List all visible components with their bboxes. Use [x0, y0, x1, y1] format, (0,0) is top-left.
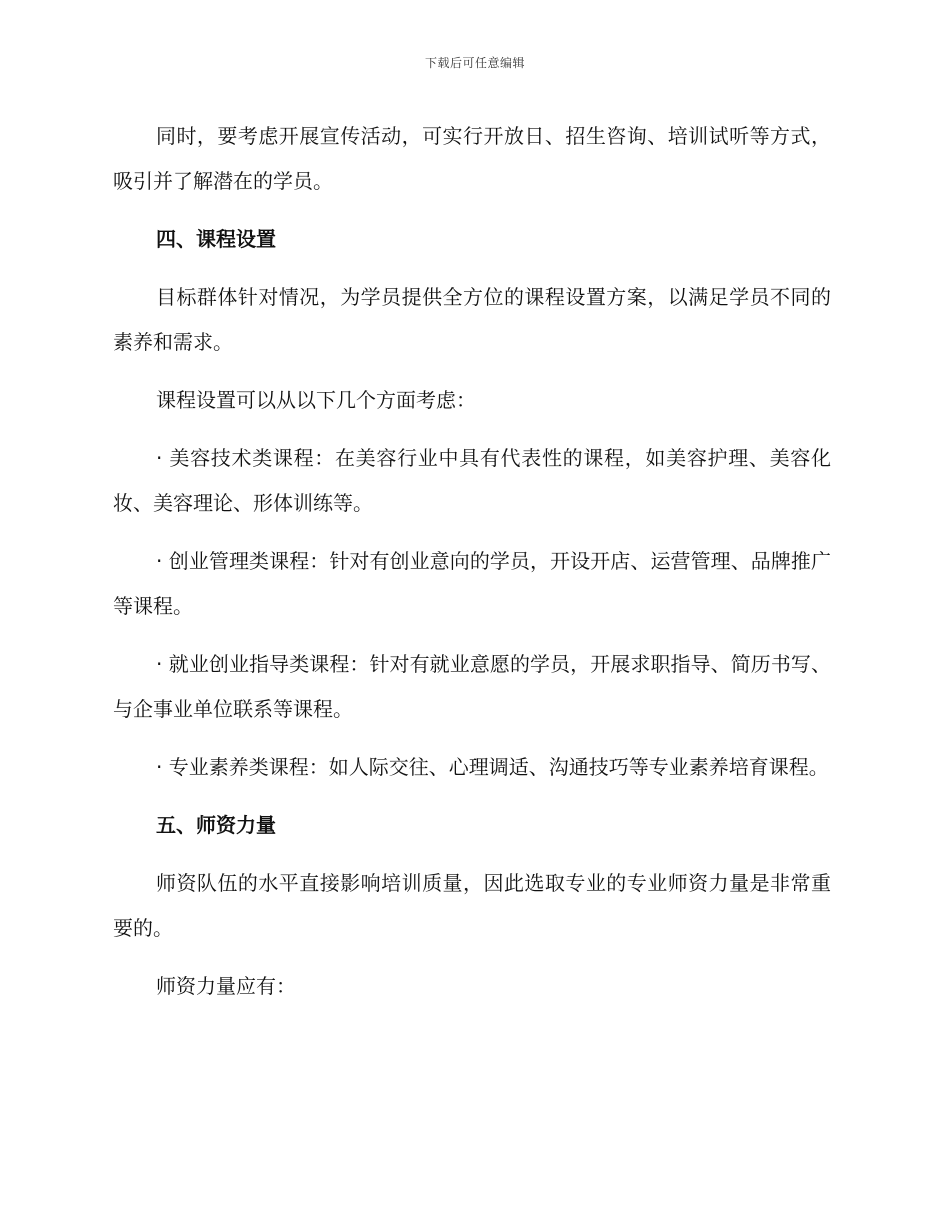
paragraph-faculty-requirements: 师资力量应有： [156, 974, 296, 998]
section-heading-faculty: 五、师资力量 [156, 813, 276, 837]
bullet-business-management: · 创业管理类课程：针对有创业意向的学员，开设开店、运营管理、品牌推广等课程。 [113, 549, 831, 618]
paragraph-faculty-importance: 师资队伍的水平直接影响培训质量，因此选取专业的专业师资力量是非常重要的。 [113, 871, 831, 940]
paragraph-course-intro: 目标群体针对情况，为学员提供全方位的课程设置方案，以满足学员不同的素养和需求。 [113, 285, 831, 354]
document-body [113, 114, 831, 1022]
paragraph-course-aspects: 课程设置可以从以下几个方面考虑： [156, 388, 476, 412]
section-heading-course-setup: 四、课程设置 [156, 227, 276, 251]
bullet-employment-guidance: · 就业创业指导类课程：针对有就业意愿的学员，开展求职指导、简历书写、与企事业单位联系等课程。 [113, 652, 831, 721]
page-header: 下载后可任意编辑 [424, 56, 525, 70]
bullet-beauty-technique: · 美容技术类课程：在美容行业中具有代表性的课程，如美容护理、美容化妆、美容理论、形体训练等。 [113, 446, 831, 515]
paragraph-promotion: 同时，要考虑开展宣传活动，可实行开放日、招生咨询、培训试听等方式，吸引并了解潜在的学员。 [113, 124, 831, 193]
bullet-professional-quality: · 专业素养类课程：如人际交往、心理调适、沟通技巧等专业素养培育课程。 [156, 755, 829, 779]
